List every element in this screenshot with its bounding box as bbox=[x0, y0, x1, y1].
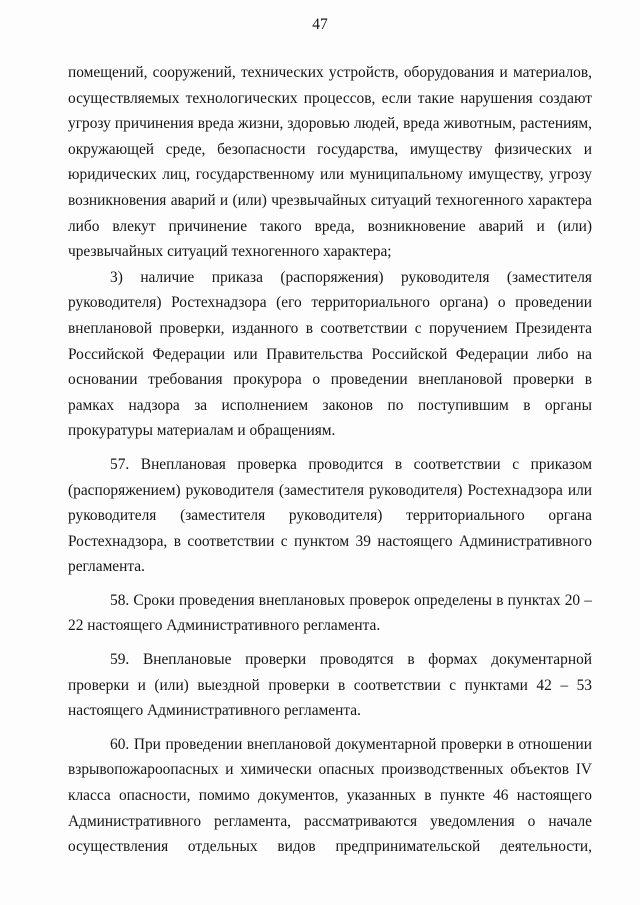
paragraph-continuation: помещений, сооружений, технических устройств, оборудования и материалов, осуществляемых технологических процессов, если такие нарушения создают угрозу причинения вреда жизни, здоровью людей, вреда животным, растениям, окружающей среде, безопасности государства, имуществу физических и юридических лиц, государственному или муниципальному имуществу, угрозу возникновения аварий и (или) чрезвычайных ситуаций техногенного характера либо влекут причинение такого вреда, возникновение аварий и (или) чрезвычайных ситуаций техногенного характера; bbox=[68, 64, 592, 261]
paragraph-57: 57. Внеплановая проверка проводится в соответствии с приказом (распоряжением) руководителя (заместителя руководителя) Ростехнадзора или руководителя (заместителя руководителя) территориального органа Ростехнадзора, в соответствии с пунктом 39 настоящего Административного регламента. bbox=[68, 455, 592, 576]
page-body bbox=[68, 60, 592, 860]
page-number: 47 bbox=[312, 16, 328, 33]
paragraph-60: 60. При проведении внеплановой документарной проверки в отношении взрывопожароопасных и химически опасных производственных объектов IV класса опасности, помимо документов, указанных в пункте 46 настоящего Административного регламента, рассматриваются уведомления о начале осуществления отдельных видов предпринимательской деятельности, bbox=[68, 735, 592, 856]
paragraph-item-3: 3) наличие приказа (распоряжения) руководителя (заместителя руководителя) Ростехнадзора (его территориального органа) о проведении внеплановой проверки, изданного в соответствии с поручением Президента Российской Федерации или Правительства Российской Федерации либо на основании требования прокурора о проведении внеплановой проверки в рамках надзора за исполнением законов по поступившим в органы прокуратуры материалам и обращениям. bbox=[68, 268, 592, 440]
paragraph-58: 58. Сроки проведения внеплановых проверок определены в пунктах 20 – 22 настоящего Административного регламента. bbox=[68, 591, 592, 635]
paragraph-59: 59. Внеплановые проверки проводятся в формах документарной проверки и (или) выездной проверки в соответствии с пунктами 42 – 53 настоящего Административного регламента. bbox=[68, 651, 592, 720]
